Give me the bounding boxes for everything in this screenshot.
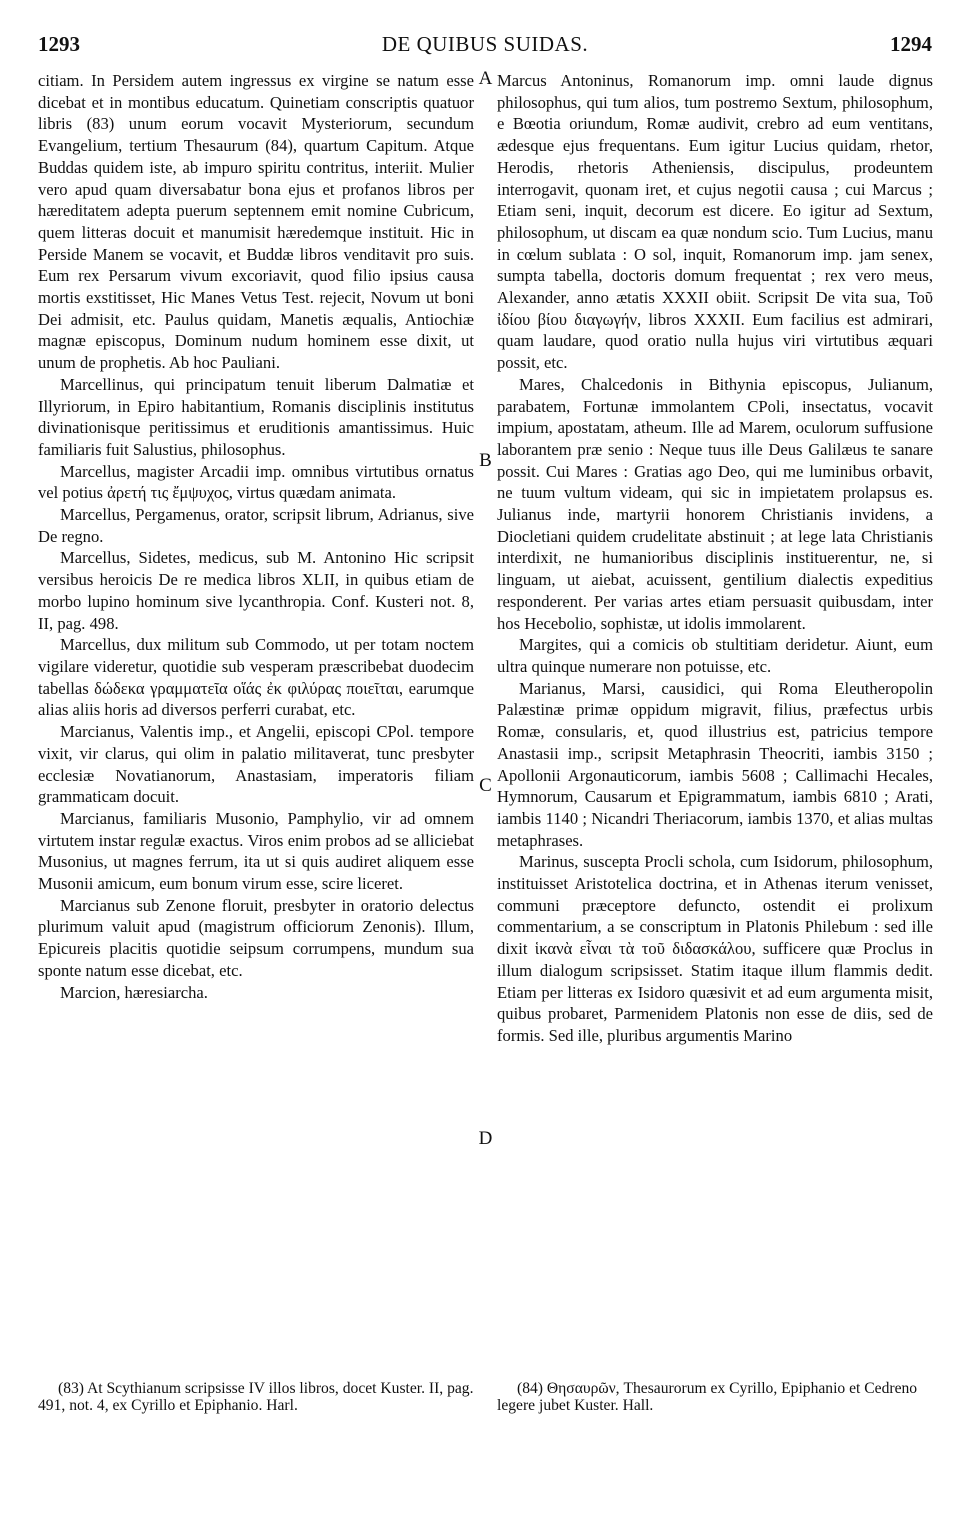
entry-paragraph: Marcellus, Pergamenus, orator, scripsit librum, Adrianus, sive De regno. <box>38 505 474 546</box>
entry-paragraph: Marcellus, dux militum sub Commodo, ut per totam noctem vigilare videretur, quotidie sub vesperam præscribebat duodecim tabellas δώδεκα γραμματεῖα οἵάς ἐκ φιλύρας ποιεῖται, earumque alias aliis horis ad diversos perferri curabat, etc. <box>38 635 474 720</box>
right-column <box>497 70 933 1047</box>
entry-paragraph: Margites, qui a comicis ob stultitiam deridetur. Aiunt, eum ultra quinque numerare non potuisse, etc. <box>497 635 933 676</box>
margin-mark-a: A <box>478 68 493 89</box>
margin-mark-b: B <box>479 450 492 471</box>
page-number-right: 1294 <box>890 32 932 56</box>
entry-paragraph: Marcellus, magister Arcadii imp. omnibus virtutibus ornatus vel potius ἀρετή τις ἔμψυχος, virtus quædam animata. <box>38 461 474 503</box>
page-number-left: 1293 <box>38 32 80 56</box>
entry-paragraph: citiam. In Persidem autem ingressus ex virgine se natum esse dicebat et in montibus educatum. Quinetiam conscriptis quatuor libris (83) unum eorum vocavit Mysteriorum, secundum Evangelium, tertium Thesaurum (84), quartum Capitum. Atque Buddas quidem iste, ab impuro spiritu contritus, interiit. Mulier vero apud quam diversabatur bona ejus et profanos libros per hæreditatem adepta puerum septennem emit nomine Cubricum, quem litteras docuit et manumisit hæredemque instituit. Hic in Perside Manem se vocavit, et Buddæ libros venditavit pro suis. Eum rex Persarum vivum excoriavit, quod filio ipsius causa mortis exstitisset, Hic Manes Vetus Test. rejecit, Novum ut boni Dei admisit, etc. Paulus quidam, Manetis æqualis, Antiochiæ magnæ episcopus, Dominum nudum hominem esse dixit, ut unum de prophetis. Ab hoc Pauliani. <box>38 71 474 373</box>
footnote-84: (84) Θησαυρῶν, Thesaurorum ex Cyrillo, Epiphanio et Cedreno legere jubet Kuster. Hall. <box>497 1380 918 1414</box>
entry-paragraph: Marcianus, familiaris Musonio, Pamphylio, vir ad omnem virtutem instar regulæ exactus. Viros enim probos ad se alliciebat Musonius, ut magnes ferrum, ita ut si quis audiret aliquem esse Musonii amicum, eum bonum virum esse, scire liceret. <box>38 808 474 894</box>
entry-paragraph: Mares, Chalcedonis in Bithynia episcopus, Julianum, parabatem, Fortunæ immolantem CPoli, insectatus, vocavit impium, apostatam, atheum. Ille ad Marem, oculorum suffusione laborantem præ senio : Neque tuus ille Deus Galilæus te sanare possit. Cui Mares : Gratias ago Deo, qui me luminibus orbavit, ne tuum vultum videam, qui sic in impietatem prolapsus es. Julianus inde, martyrii honorem Christianis invidens, a Diocletiani quidem crudelitate abstinuit ; at lege lata Christianis interdixit, ne humanioribus disciplinis instituerentur, ne, si linguam, ut aiebat, acuissent, gentilium dialectis expeditius responderent. Per varias artes etiam persuasit quibusdam, inter hos Hecebolio, sophistæ, ut idolis immolarent. <box>497 374 933 633</box>
entry-paragraph: Marianus, Marsi, causidici, qui Roma Eleutheropolin Palæstinæ primæ oppidum migravit, filius, præfectus urbis Romæ, consularis, et, quod illustrius est, patricius tempore Anastasii imp., scripsit Metaphrasin Theocriti, iambis 3150 ; Apollonii Argonauticorum, iambis 5608 ; Callimachi Hecales, Hymnorum, Causarum et Epigrammatum, iambis 6810 ; Arati, iambis 1140 ; Nicandri Theriacorum, iambis 1370, et alias multas metaphrases. <box>497 678 933 850</box>
entry-paragraph: Marcus Antoninus, Romanorum imp. omni laude dignus philosophus, qui tum alios, tum postremo Sextum, philosophum, e Bœotia oriundum, Romæ audivit, crebro ad eum ventitans, ædesque ejus frequentans. Eum igitur Lucius quidam, rhetor, Herodis, rhetoris Atheniensis, discipulus, prodeuntem interrogavit, quonam iret, et cujus negotii causa ; cui Marcus ; Etiam seni, inquit, decorum est dicere. Eo igitur ad Sextum, philosophum, ut discam ea quæ nondum scio. Tum Lucius, manu in cœlum sublata : O sol, inquit, Romanorum imp. jam senex, sumpta tabella, doctoris domum frequentat ; rex vero meus, Alexander, anno ætatis XXXII obiit. Scripsit De vita sua, Τοῦ ἰδίου βίου διαγωγήν, libros XXXII. Eum facilius est admirari, quam laudare, quod oratio nulla hujus viri virtutibus æquari possit, etc. <box>497 71 933 373</box>
entry-paragraph: Marcianus, Valentis imp., et Angelii, episcopi CPol. tempore vixit, vir clarus, qui olim in palatio militaverat, tunc presbyter ecclesiæ Novatianorum, Anastasiam, imperatoris filiam grammaticam docuit. <box>38 722 474 807</box>
footnote-left <box>38 1380 474 1414</box>
running-header <box>38 32 932 62</box>
running-title: DE QUIBUS SUIDAS. <box>381 32 589 56</box>
entry-paragraph: Marcellinus, qui principatum tenuit liberum Dalmatiæ et Illyriorum, in Epiro habitantium, Romanis disciplinis institutus divinationisque peritissimus et eruditionis amantissimus. Huic familiaris fuit Salustius, philosophus. <box>38 374 474 459</box>
entry-paragraph: Marcion, hæresiarcha. <box>60 982 208 1002</box>
footnote-83: (83) At Scythianum scripsisse IV illos libros, docet Kuster. II, pag. 491, not. 4, ex Cyrillo et Epiphanio. Harl. <box>38 1380 474 1414</box>
footnote-right <box>497 1380 933 1414</box>
entry-paragraph: Marinus, suscepta Procli schola, cum Isidorum, philosophum, instituisset Aristotelica doctrina, et in Athenas iterum venisset, communi præceptore defuncto, ostendit ei prolixum commentarium, a se conscriptum in Platonis Philebum : sed ille dixit ἱκανὰ εἶναι τὰ τοῦ διδασκάλου, sufficere quæ Proclus in illum dialogum scripsisset. Statim itaque illum flammis dedit. Etiam per litteras ex Isidoro quæsivit et ad eum argumenta misit, quibus probaret, Parmenidem Platonis non esse de diis, sed de formis. Sed ille, pluribus argumentis Marino <box>497 852 933 1045</box>
margin-mark-d: D <box>478 1128 493 1149</box>
left-column <box>38 70 474 1003</box>
margin-mark-c: C <box>479 775 492 796</box>
entry-paragraph: Marcianus sub Zenone floruit, presbyter in oratorio delectus plurimum valuit apud (magistrum officiorum Zenonis). Illum, Epicureis placitis quotidie seipsum corrumpens, mundum sua sponte natum esse dicebat, etc. <box>38 895 474 980</box>
entry-paragraph: Marcellus, Sidetes, medicus, sub M. Antonino Hic scripsit versibus heroicis De re medica libros XLII, in quibus etiam de morbo lupino hominum sive lycanthropia. Conf. Kusteri not. 8, II, pag. 498. <box>38 548 474 633</box>
